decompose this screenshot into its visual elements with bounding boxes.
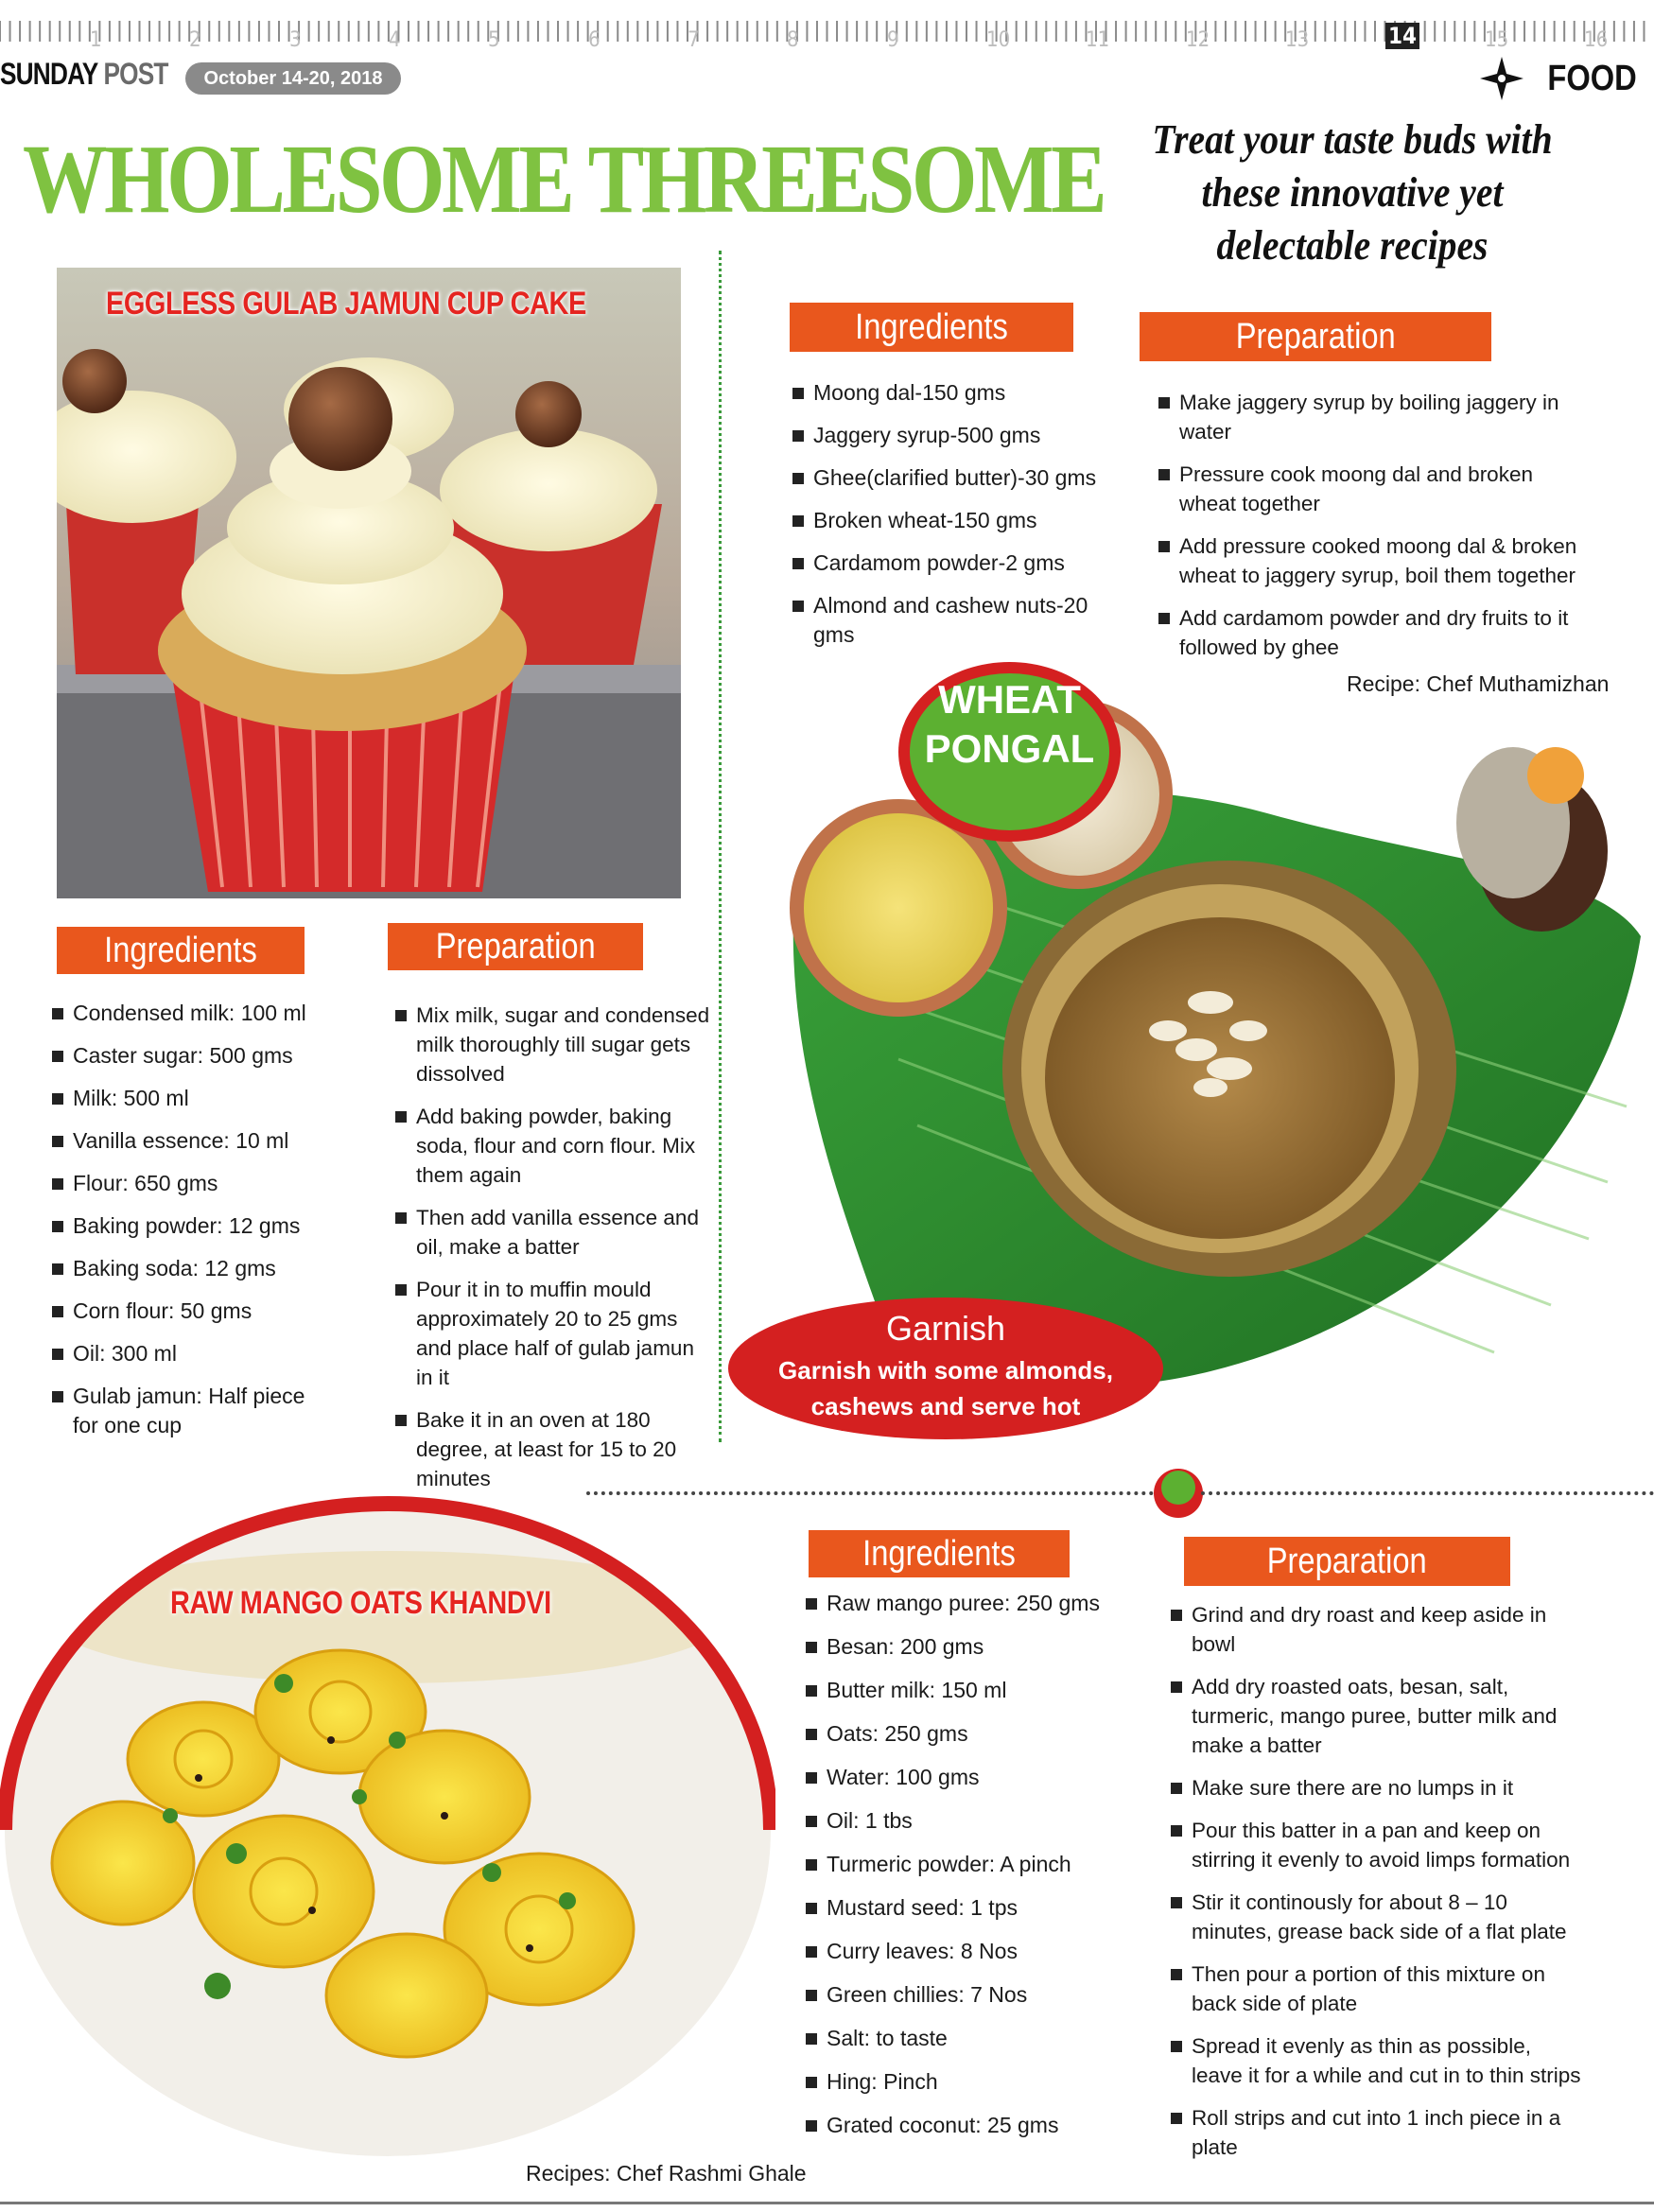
ingredient-item: Oil: 300 ml xyxy=(52,1339,336,1368)
preparation-header-pongal: Preparation xyxy=(1140,312,1491,361)
badge-line-2: PONGAL xyxy=(924,726,1095,771)
ingredients-list-cupcake xyxy=(52,999,336,1454)
preparation-step: Pour it in to muffin mould approximately 20 to 25 gms and place half of gulab jamun in it xyxy=(395,1275,715,1392)
preparation-step: Pressure cook moong dal and broken wheat together xyxy=(1158,460,1593,518)
preparation-header-cupcake: Preparation xyxy=(388,923,643,970)
preparation-step: Pour this batter in a pan and keep on stirring it evenly to avoid limps formation xyxy=(1171,1816,1587,1874)
column-divider xyxy=(719,251,722,1442)
ruler-number: 15 xyxy=(1485,28,1509,52)
masthead xyxy=(0,57,168,92)
section-label: FOOD xyxy=(1547,59,1637,98)
divider-ornament xyxy=(1154,1469,1203,1518)
ruler-number: 9 xyxy=(887,28,899,52)
ruler-number: 1 xyxy=(90,28,102,52)
ingredient-item: Baking soda: 12 gms xyxy=(52,1254,336,1283)
page-title: WHOLESOME THREESOME xyxy=(23,125,1105,234)
recipe-credit-pongal: Recipe: Chef Muthamizhan xyxy=(1347,671,1610,696)
ruler-number: 6 xyxy=(588,28,601,52)
cupcake-photo xyxy=(57,268,681,898)
ingredient-item: Butter milk: 150 ml xyxy=(806,1676,1127,1705)
ingredient-item: Green chillies: 7 Nos xyxy=(806,1980,1127,2010)
ingredient-item: Milk: 500 ml xyxy=(52,1084,336,1113)
preparation-step: Add pressure cooked moong dal & broken wheat to jaggery syrup, boil them together xyxy=(1158,531,1593,590)
preparation-step: Make sure there are no lumps in it xyxy=(1171,1773,1587,1803)
ingredient-item: Hing: Pinch xyxy=(806,2067,1127,2097)
preparation-step: Then add vanilla essence and oil, make a batter xyxy=(395,1203,715,1262)
preparation-list-cupcake xyxy=(395,1001,715,1507)
preparation-step: Bake it in an oven at 180 degree, at least for 15 to 20 minutes xyxy=(395,1405,715,1493)
ingredient-item: Almond and cashew nuts-20 gms xyxy=(792,591,1123,650)
preparation-step: Add dry roasted oats, besan, salt, turmeric, mango puree, butter milk and make a batter xyxy=(1171,1672,1587,1760)
issue-date: October 14-20, 2018 xyxy=(185,62,401,95)
masthead-brand: SUNDAY xyxy=(0,57,97,91)
preparation-step: Then pour a portion of this mixture on back side of plate xyxy=(1171,1959,1587,2018)
ingredients-list-pongal xyxy=(792,378,1123,663)
preparation-step: Add cardamom powder and dry fruits to it followed by ghee xyxy=(1158,603,1593,662)
ingredient-item: Grated coconut: 25 gms xyxy=(806,2111,1127,2140)
ingredient-item: Oil: 1 tbs xyxy=(806,1806,1127,1836)
preparation-list-pongal xyxy=(1158,388,1593,675)
ingredient-item: Besan: 200 gms xyxy=(806,1632,1127,1662)
preparation-step: Roll strips and cut into 1 inch piece in a plate xyxy=(1171,2103,1587,2162)
page-ruler xyxy=(0,13,1654,52)
ruler-number: 13 xyxy=(1285,28,1310,52)
ingredient-item: Oats: 250 gms xyxy=(806,1719,1127,1749)
ruler-number: 16 xyxy=(1584,28,1609,52)
ingredient-item: Jaggery syrup-500 gms xyxy=(792,421,1123,450)
ingredient-item: Salt: to taste xyxy=(806,2024,1127,2053)
ruler-number: 8 xyxy=(787,28,799,52)
ruler-number: 2 xyxy=(189,28,201,52)
section-divider-right xyxy=(1201,1491,1654,1495)
ingredient-item: Corn flour: 50 gms xyxy=(52,1297,336,1326)
ingredient-item: Mustard seed: 1 tps xyxy=(806,1893,1127,1923)
preparation-list-khandvi xyxy=(1171,1600,1587,2175)
wheat-pongal-title xyxy=(898,675,1121,774)
ingredient-item: Ghee(clarified butter)-30 gms xyxy=(792,463,1123,493)
ruler-number: 4 xyxy=(389,28,401,52)
masthead-sub: POST xyxy=(103,57,168,91)
preparation-step: Stir it continously for about 8 – 10 minutes, grease back side of a flat plate xyxy=(1171,1888,1587,1946)
badge-line-1: WHEAT xyxy=(938,677,1081,722)
ruler-number: 7 xyxy=(688,28,700,52)
ingredient-item: Raw mango puree: 250 gms xyxy=(806,1589,1127,1618)
ingredient-item: Moong dal-150 gms xyxy=(792,378,1123,408)
ingredient-item: Baking powder: 12 gms xyxy=(52,1211,336,1241)
preparation-header-khandvi: Preparation xyxy=(1184,1537,1510,1586)
ingredient-item: Vanilla essence: 10 ml xyxy=(52,1126,336,1156)
garnish-callout xyxy=(728,1298,1163,1439)
garnish-text: Garnish with some almonds, cashews and serve hot xyxy=(778,1356,1113,1420)
ruler-number: 11 xyxy=(1086,28,1110,52)
ingredients-header-cupcake: Ingredients xyxy=(57,927,305,974)
ingredient-item: Curry leaves: 8 Nos xyxy=(806,1937,1127,1966)
page-bottom-rule xyxy=(0,2202,1654,2204)
ingredients-header-pongal: Ingredients xyxy=(790,303,1073,352)
recipe-title-khandvi: RAW MANGO OATS KHANDVI xyxy=(170,1585,551,1621)
ingredient-item: Water: 100 gms xyxy=(806,1763,1127,1792)
ruler-number: 12 xyxy=(1186,28,1210,52)
ingredients-header-khandvi: Ingredients xyxy=(809,1530,1070,1577)
preparation-step: Grind and dry roast and keep aside in bowl xyxy=(1171,1600,1587,1659)
preparation-step: Make jaggery syrup by boiling jaggery in water xyxy=(1158,388,1593,446)
ingredient-item: Condensed milk: 100 ml xyxy=(52,999,336,1028)
ingredient-item: Flour: 650 gms xyxy=(52,1169,336,1198)
ingredient-item: Turmeric powder: A pinch xyxy=(806,1850,1127,1879)
ingredient-item: Cardamom powder-2 gms xyxy=(792,549,1123,578)
ruler-number: 10 xyxy=(986,28,1011,52)
preparation-step: Spread it evenly as thin as possible, leave it for a while and cut in to thin strips xyxy=(1171,2031,1587,2090)
recipe-title-cupcake: EGGLESS GULAB JAMUN CUP CAKE xyxy=(106,286,586,322)
compass-star-icon xyxy=(1478,55,1525,102)
recipe-credit-khandvi: Recipes: Chef Rashmi Ghale xyxy=(526,2161,807,2186)
preparation-step: Mix milk, sugar and condensed milk thoroughly till sugar gets dissolved xyxy=(395,1001,715,1089)
preparation-step: Add baking powder, baking soda, flour and corn flour. Mix them again xyxy=(395,1102,715,1190)
ingredient-item: Broken wheat-150 gms xyxy=(792,506,1123,535)
ingredients-list-khandvi xyxy=(806,1589,1127,2154)
ruler-number: 14 xyxy=(1385,23,1419,49)
ingredient-item: Gulab jamun: Half piece for one cup xyxy=(52,1382,336,1440)
garnish-title: Garnish xyxy=(885,1309,1006,1348)
ruler-number: 5 xyxy=(488,28,500,52)
ingredient-item: Caster sugar: 500 gms xyxy=(52,1041,336,1071)
ruler-number: 3 xyxy=(289,28,302,52)
page-tagline: Treat your taste buds with these innovative yet delectable recipes xyxy=(1152,116,1553,269)
